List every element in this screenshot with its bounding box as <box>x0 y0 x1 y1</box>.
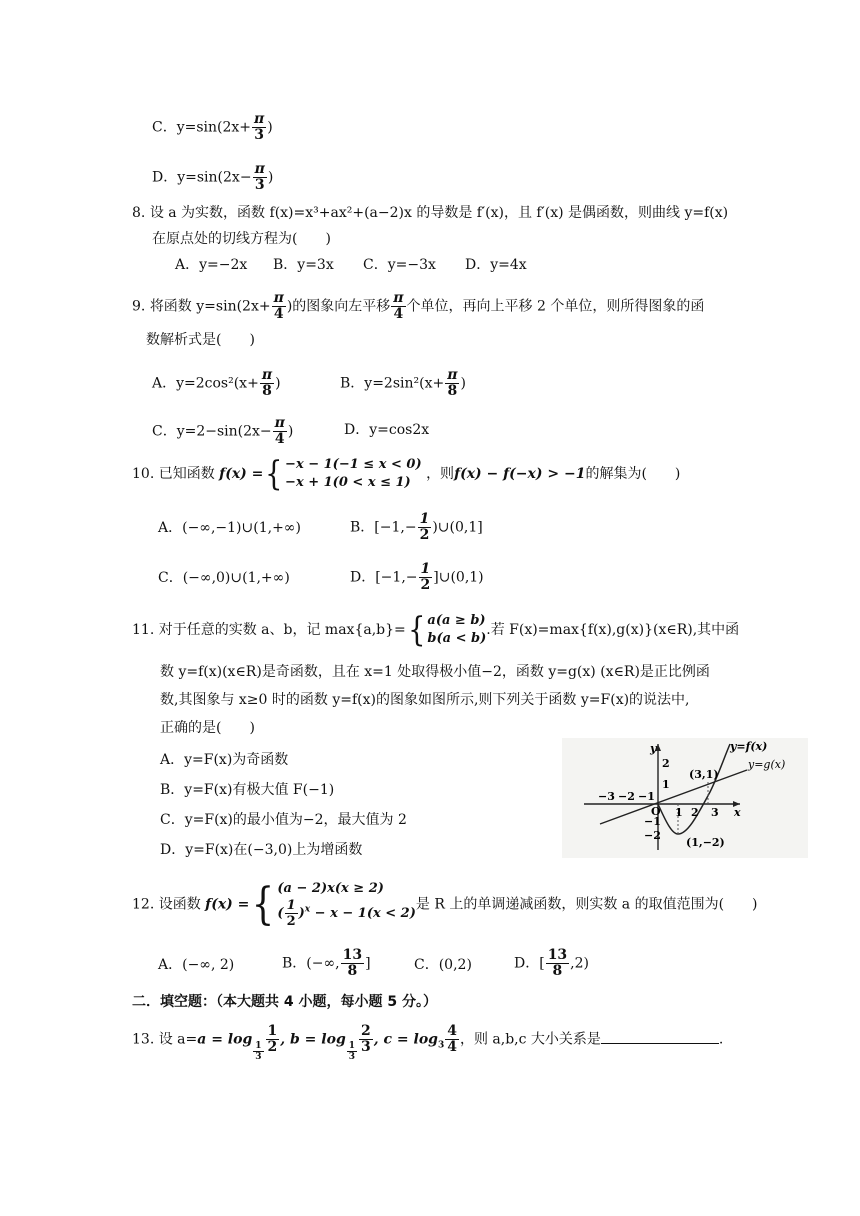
q8-line2: 在原点处的切线方程为( ) <box>152 231 331 247</box>
label-y: y <box>650 742 657 755</box>
q9-option-b: B．y=2sin²(x+ $\frac{\pi}{8}$ ) <box>340 367 466 399</box>
q12-option-d: D．[ $\frac{13}{8}$ ,2) <box>514 947 589 979</box>
q10-option-a: A．(−∞,−1)∪(1,+∞) <box>158 520 301 536</box>
q12-option-a: A．(−∞, 2) <box>158 957 235 973</box>
q8-option-c: C．y=−3x <box>363 257 436 273</box>
xtick-m3: −3 <box>598 790 615 803</box>
q12-option-c: C．(0,2) <box>414 957 472 973</box>
q11-option-c: C．y=F(x)的最小值为−2，最大值为 2 <box>160 812 407 828</box>
q11-line2: 数 y=f(x)(x∈R)是奇函数，且在 x=1 处取得极小值−2，函数 y=g(x) (x∈R)是正比例函 <box>160 664 710 680</box>
q10-option-d: D．[−1,− $\frac{1}{2}$ ]∪(0,1) <box>350 561 484 593</box>
q12-option-b: B．(−∞, $\frac{13}{8}$ ] <box>282 947 371 979</box>
ytick-m2: −2 <box>644 829 661 842</box>
q12-stem: 12. 设函数 f(x) ={ (a − 2)x(x ≥ 2) ( $\frac{1}{2}$ )$^x$ − x − 1(x < 2) 是 R 上的单调递减函数，则实数 a 的取值范围为( ) <box>132 878 758 930</box>
q11-option-b: B．y=F(x)有极大值 F(−1) <box>160 782 335 798</box>
xtick-m2: −2 <box>618 790 635 803</box>
q9-option-a: A．y=2cos²(x+ $\frac{\pi}{8}$ ) <box>152 367 281 399</box>
q8-line1: 8. 设 a 为实数，函数 f(x)=x³+ax²+(a−2)x 的导数是 f′(x)，且 f′(x) 是偶函数，则曲线 y=f(x) <box>132 205 729 221</box>
q7-option-c: C．y=sin(2x+ $\frac{\pi}{3}$ ) <box>152 111 273 143</box>
q11-option-a: A．y=F(x)为奇函数 <box>160 752 289 768</box>
q13-stem: 13. 设 a=a = log $_{\frac{1}{3}}$ $\frac{1}{2}$ , b = log $_{\frac{1}{3}}$ $\frac{2}{3}$ , $c = \log_3$ $\frac{4}{4}$ ，则 a,b,c 大小关系是 . <box>132 1023 724 1062</box>
q8-options <box>175 255 527 275</box>
q11-line1: 11. 对于任意的实数 a、b，记 max{a,b}={ a(a ≥ b) b(a < b) .若 F(x)=max{f(x),g(x)}(x∈R),其中函 <box>132 610 740 650</box>
label-f: y=f(x) <box>730 740 768 753</box>
fraction: $\frac{\pi}{3}$ <box>254 161 265 193</box>
q9-option-c: C．y=2−sin(2x− $\frac{\pi}{4}$ ) <box>152 415 294 447</box>
label-point-1m2: (1,−2) <box>686 836 725 849</box>
q11-line3: 数,其图象与 x≥0 时的函数 y=f(x)的图象如图所示,则下列关于函数 y=F(x)的说法中, <box>160 692 690 708</box>
q7-option-d: D．y=sin(2x− $\frac{\pi}{3}$ ) <box>152 161 274 193</box>
xtick-3: 3 <box>711 806 719 819</box>
label-origin: O <box>651 805 661 818</box>
label-x: x <box>734 806 741 819</box>
fraction: $\frac{\pi}{3}$ <box>254 111 265 143</box>
q10-stem: 10. 已知函数 f(x) ={ −x − 1(−1 ≤ x < 0) −x + 1(0 < x ≤ 1) ，则f(x) − f(−x) > −1的解集为( ) <box>132 454 681 494</box>
q10-option-c: C．(−∞,0)∪(1,+∞) <box>158 570 290 586</box>
xtick-m1: −1 <box>638 790 655 803</box>
q9-line2: 数解析式是( ) <box>146 332 255 348</box>
q9-option-d: D．y=cos2x <box>344 422 430 438</box>
q8-option-d: D．y=4x <box>465 257 527 273</box>
q8-option-a: A．y=−2x <box>175 257 248 273</box>
xtick-2: 2 <box>691 806 699 819</box>
label-point-31: (3,1) <box>689 768 719 781</box>
ytick-m1: −1 <box>644 815 661 828</box>
answer-blank[interactable] <box>601 1029 719 1044</box>
q9-line1: 9. 将函数 y=sin(2x+ $\frac{\pi}{4}$ )的图象向左平移 $\frac{\pi}{4}$ 个单位，再向上平移 2 个单位，则所得图象的函 <box>132 290 705 322</box>
ytick-2: 2 <box>662 757 670 770</box>
section-heading-fill-blank: 二．填空题：（本大题共 4 小题，每小题 5 分。） <box>132 994 437 1010</box>
q8-option-b: B．y=3x <box>273 257 334 273</box>
q10-option-b: B．[−1,− $\frac{1}{2}$ )∪(0,1] <box>350 511 483 543</box>
label-g: y=g(x) <box>748 758 786 771</box>
function-graph <box>562 738 808 858</box>
ytick-1: 1 <box>662 778 670 791</box>
q11-option-d: D．y=F(x)在(−3,0)上为增函数 <box>160 842 363 858</box>
xtick-1: 1 <box>675 806 683 819</box>
q11-line4: 正确的是( ) <box>160 720 255 736</box>
